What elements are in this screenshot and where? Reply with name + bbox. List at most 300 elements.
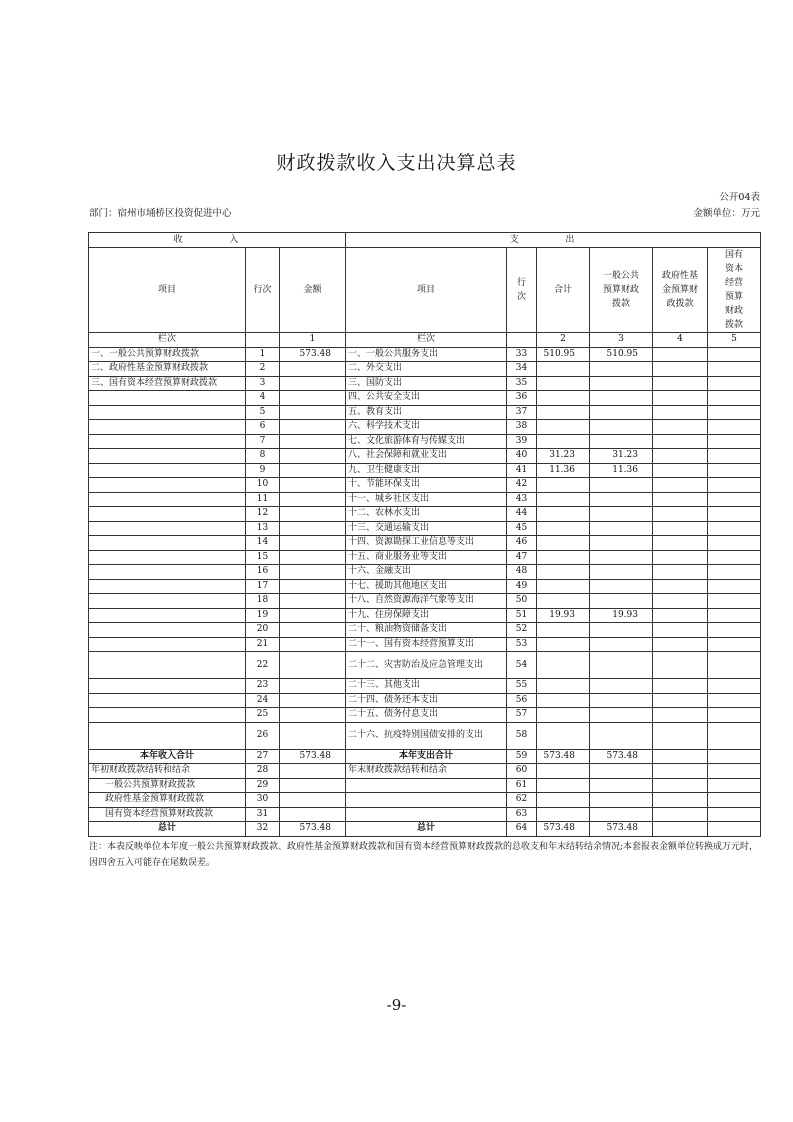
table-row [89, 807, 761, 822]
expense-total [537, 594, 590, 609]
expense-gov-fund [653, 764, 708, 779]
expense-state-capital [708, 434, 761, 449]
expense-state-capital [708, 420, 761, 435]
expense-gov-fund [653, 536, 708, 551]
expense-general-budget [590, 565, 653, 580]
table-row [89, 347, 761, 362]
expense-item: 十三、交通运输支出 [346, 521, 507, 536]
header-gov-fund: 政府性基金预算财政拨款 [653, 248, 708, 333]
expense-line-no: 49 [507, 579, 537, 594]
table-row [89, 550, 761, 565]
income-line-no: 22 [246, 652, 280, 679]
expense-gov-fund [653, 708, 708, 723]
expense-item: 总计 [346, 822, 507, 837]
expense-line-no: 53 [507, 637, 537, 652]
income-item [89, 550, 246, 565]
expense-general-budget: 573.48 [590, 749, 653, 764]
income-amount [280, 434, 346, 449]
expense-general-budget [590, 579, 653, 594]
income-item [89, 449, 246, 464]
expense-item [346, 778, 507, 793]
expense-total [537, 693, 590, 708]
expense-total [537, 420, 590, 435]
income-item [89, 652, 246, 679]
expense-state-capital [708, 478, 761, 493]
income-amount: 573.48 [280, 347, 346, 362]
expense-total [537, 793, 590, 808]
expense-state-capital [708, 347, 761, 362]
expense-general-budget [590, 536, 653, 551]
income-item: 二、政府性基金预算财政拨款 [89, 362, 246, 377]
income-item: 一、一般公共预算财政拨款 [89, 347, 246, 362]
expense-state-capital [708, 637, 761, 652]
header-state-capital: 国有资本经营预算财政拨款 [708, 248, 761, 333]
expense-item: 十二、农林水支出 [346, 507, 507, 522]
income-item [89, 521, 246, 536]
expense-gov-fund [653, 608, 708, 623]
income-item [89, 608, 246, 623]
income-amount [280, 608, 346, 623]
income-amount [280, 708, 346, 723]
table-row [89, 463, 761, 478]
expense-gov-fund [653, 822, 708, 837]
expense-general-budget: 31.23 [590, 449, 653, 464]
income-amount [280, 693, 346, 708]
department-label: 部门：宿州市埇桥区投资促进中心 [89, 208, 232, 219]
income-amount [280, 536, 346, 551]
income-amount [280, 565, 346, 580]
expense-total: 11.36 [537, 463, 590, 478]
expense-item: 二十、粮油物资储备支出 [346, 623, 507, 638]
income-item [89, 478, 246, 493]
expense-line-no: 54 [507, 652, 537, 679]
income-line-no: 6 [246, 420, 280, 435]
expense-line-no: 58 [507, 722, 537, 749]
income-amount [280, 793, 346, 808]
table-row [89, 778, 761, 793]
expense-general-budget [590, 434, 653, 449]
expense-gov-fund [653, 376, 708, 391]
expense-general-budget [590, 708, 653, 723]
report-title: 财政拨款收入支出决算总表 [276, 152, 517, 174]
expense-gov-fund [653, 793, 708, 808]
expense-gov-fund [653, 579, 708, 594]
income-line-no: 21 [246, 637, 280, 652]
expense-general-budget [590, 521, 653, 536]
income-line-no: 18 [246, 594, 280, 609]
col-index-5: 5 [708, 333, 761, 348]
income-line-no: 28 [246, 764, 280, 779]
income-section-header: 收 入 [89, 233, 346, 248]
income-item [89, 594, 246, 609]
expense-item: 十、节能环保支出 [346, 478, 507, 493]
income-item [89, 708, 246, 723]
expense-line-no: 44 [507, 507, 537, 522]
expense-total [537, 708, 590, 723]
expense-general-budget: 510.95 [590, 347, 653, 362]
income-line-no: 4 [246, 391, 280, 406]
expense-general-budget [590, 693, 653, 708]
expense-line-no: 45 [507, 521, 537, 536]
expense-gov-fund [653, 778, 708, 793]
table-row [89, 608, 761, 623]
expense-state-capital [708, 722, 761, 749]
expense-total [537, 778, 590, 793]
table-row [89, 434, 761, 449]
expense-general-budget [590, 362, 653, 377]
table-row [89, 420, 761, 435]
expense-state-capital [708, 594, 761, 609]
income-amount [280, 405, 346, 420]
expense-total: 31.23 [537, 449, 590, 464]
income-amount [280, 376, 346, 391]
income-amount [280, 463, 346, 478]
income-amount [280, 807, 346, 822]
expense-general-budget: 19.93 [590, 608, 653, 623]
expense-general-budget [590, 492, 653, 507]
expense-item: 二十五、债务付息支出 [346, 708, 507, 723]
table-row [89, 793, 761, 808]
unit-label: 金额单位：万元 [693, 208, 760, 219]
income-item: 本年收入合计 [89, 749, 246, 764]
expense-item: 二、外交支出 [346, 362, 507, 377]
income-item [89, 565, 246, 580]
income-amount [280, 391, 346, 406]
expense-state-capital [708, 405, 761, 420]
income-amount [280, 478, 346, 493]
income-item: 三、国有资本经营预算财政拨款 [89, 376, 246, 391]
income-item [89, 722, 246, 749]
header-expense-item: 项目 [346, 248, 507, 333]
expense-line-no: 55 [507, 679, 537, 694]
income-amount [280, 637, 346, 652]
expense-line-no: 35 [507, 376, 537, 391]
expense-item: 十八、自然资源海洋气象等支出 [346, 594, 507, 609]
income-amount [280, 623, 346, 638]
expense-total [537, 652, 590, 679]
expense-state-capital [708, 507, 761, 522]
table-row [89, 722, 761, 749]
expense-gov-fund [653, 652, 708, 679]
header-expense-line: 行次 [507, 248, 537, 333]
expense-item: 八、社会保障和就业支出 [346, 449, 507, 464]
header-total: 合计 [537, 248, 590, 333]
expense-state-capital [708, 764, 761, 779]
expense-item: 十四、资源勘探工业信息等支出 [346, 536, 507, 551]
expense-general-budget: 11.36 [590, 463, 653, 478]
income-amount [280, 420, 346, 435]
table-row [89, 579, 761, 594]
expense-total [537, 521, 590, 536]
income-amount [280, 521, 346, 536]
expense-item: 十九、住房保障支出 [346, 608, 507, 623]
income-amount [280, 507, 346, 522]
expense-line-no: 43 [507, 492, 537, 507]
income-line-no: 31 [246, 807, 280, 822]
expense-general-budget [590, 405, 653, 420]
expense-total [537, 565, 590, 580]
income-line-no: 12 [246, 507, 280, 522]
expense-total [537, 376, 590, 391]
income-line-no: 7 [246, 434, 280, 449]
expense-general-budget [590, 793, 653, 808]
income-item [89, 405, 246, 420]
expense-item [346, 807, 507, 822]
expense-total [537, 362, 590, 377]
expense-total [537, 623, 590, 638]
expense-item: 十五、商业服务业等支出 [346, 550, 507, 565]
expense-gov-fund [653, 449, 708, 464]
expense-item: 七、文化旅游体育与传媒支出 [346, 434, 507, 449]
expense-state-capital [708, 778, 761, 793]
expense-state-capital [708, 749, 761, 764]
expense-gov-fund [653, 420, 708, 435]
expense-total [537, 536, 590, 551]
expense-general-budget [590, 478, 653, 493]
col-index-exp-label: 栏次 [346, 333, 507, 348]
table-row [89, 492, 761, 507]
expense-gov-fund [653, 521, 708, 536]
income-line-no: 15 [246, 550, 280, 565]
income-line-no: 11 [246, 492, 280, 507]
expense-total [537, 579, 590, 594]
expense-total [537, 507, 590, 522]
income-item [89, 623, 246, 638]
expense-item: 年末财政拨款结转和结余 [346, 764, 507, 779]
table-row [89, 652, 761, 679]
expense-line-no: 40 [507, 449, 537, 464]
income-item: 政府性基金预算财政拨款 [89, 793, 246, 808]
expense-section-header: 支 出 [346, 233, 761, 248]
footnote: 注：本表反映单位本年度一般公共预算财政拨款、政府性基金预算财政拨款和国有资本经营预算财政拨款的总收支和年末结转结余情况;本套报表金额单位转换成万元时，因四舍五入可能存在尾数误差。 [89, 842, 759, 868]
expense-item: 二十二、灾害防治及应急管理支出 [346, 652, 507, 679]
expense-line-no: 62 [507, 793, 537, 808]
expense-gov-fund [653, 463, 708, 478]
expense-general-budget [590, 652, 653, 679]
income-amount [280, 492, 346, 507]
expense-state-capital [708, 652, 761, 679]
income-line-no: 5 [246, 405, 280, 420]
header-income-amount: 金额 [280, 248, 346, 333]
expense-line-no: 59 [507, 749, 537, 764]
expense-state-capital [708, 822, 761, 837]
expense-total [537, 434, 590, 449]
expense-gov-fund [653, 693, 708, 708]
income-line-no: 1 [246, 347, 280, 362]
income-item: 国有资本经营预算财政拨款 [89, 807, 246, 822]
expense-total: 19.93 [537, 608, 590, 623]
header-general-budget: 一般公共预算财政拨款 [590, 248, 653, 333]
expense-line-no: 57 [507, 708, 537, 723]
income-amount [280, 550, 346, 565]
expense-state-capital [708, 708, 761, 723]
expense-state-capital [708, 362, 761, 377]
income-item: 总计 [89, 822, 246, 837]
page-number: -9- [386, 996, 407, 1014]
expense-state-capital [708, 807, 761, 822]
expense-total [537, 679, 590, 694]
expense-gov-fund [653, 679, 708, 694]
expense-general-budget [590, 807, 653, 822]
income-line-no: 17 [246, 579, 280, 594]
expense-gov-fund [653, 362, 708, 377]
income-line-no: 2 [246, 362, 280, 377]
expense-line-no: 33 [507, 347, 537, 362]
income-amount [280, 579, 346, 594]
table-row [89, 391, 761, 406]
income-item [89, 434, 246, 449]
expense-gov-fund [653, 391, 708, 406]
table-row [89, 449, 761, 464]
income-amount [280, 652, 346, 679]
expense-item: 十六、金融支出 [346, 565, 507, 580]
expense-total [537, 764, 590, 779]
expense-gov-fund [653, 550, 708, 565]
table-row [89, 362, 761, 377]
expense-item: 二十三、其他支出 [346, 679, 507, 694]
table-row [89, 507, 761, 522]
income-item: 一般公共预算财政拨款 [89, 778, 246, 793]
expense-gov-fund [653, 434, 708, 449]
expense-line-no: 50 [507, 594, 537, 609]
table-row [89, 565, 761, 580]
income-amount: 573.48 [280, 822, 346, 837]
expense-total [537, 550, 590, 565]
expense-line-no: 51 [507, 608, 537, 623]
expense-total [537, 478, 590, 493]
income-line-no: 26 [246, 722, 280, 749]
table-row [89, 749, 761, 764]
expense-general-budget [590, 637, 653, 652]
expense-item: 九、卫生健康支出 [346, 463, 507, 478]
expense-line-no: 60 [507, 764, 537, 779]
expense-gov-fund [653, 565, 708, 580]
expense-general-budget [590, 722, 653, 749]
table-row [89, 637, 761, 652]
expense-total [537, 492, 590, 507]
income-line-no: 23 [246, 679, 280, 694]
expense-line-no: 63 [507, 807, 537, 822]
income-line-no: 29 [246, 778, 280, 793]
expense-item: 二十四、债务还本支出 [346, 693, 507, 708]
col-index-3: 3 [590, 333, 653, 348]
col-index-4: 4 [653, 333, 708, 348]
expense-state-capital [708, 693, 761, 708]
income-amount: 573.48 [280, 749, 346, 764]
expense-gov-fund [653, 478, 708, 493]
income-item [89, 679, 246, 694]
expense-gov-fund [653, 722, 708, 749]
expense-state-capital [708, 463, 761, 478]
expense-line-no: 34 [507, 362, 537, 377]
table-row [89, 376, 761, 391]
income-line-no: 30 [246, 793, 280, 808]
income-line-no: 24 [246, 693, 280, 708]
expense-item: 五、教育支出 [346, 405, 507, 420]
expense-state-capital [708, 608, 761, 623]
table-row [89, 521, 761, 536]
expense-total: 573.48 [537, 749, 590, 764]
expense-gov-fund [653, 405, 708, 420]
expense-line-no: 47 [507, 550, 537, 565]
table-row [89, 623, 761, 638]
expense-line-no: 52 [507, 623, 537, 638]
expense-item: 十七、援助其他地区支出 [346, 579, 507, 594]
expense-state-capital [708, 793, 761, 808]
expense-general-budget [590, 764, 653, 779]
income-amount [280, 722, 346, 749]
expense-total: 573.48 [537, 822, 590, 837]
expense-item: 四、公共安全支出 [346, 391, 507, 406]
expense-state-capital [708, 492, 761, 507]
expense-item: 三、国防支出 [346, 376, 507, 391]
income-amount [280, 594, 346, 609]
expense-item [346, 793, 507, 808]
expense-gov-fund [653, 347, 708, 362]
table-row [89, 693, 761, 708]
income-item: 年初财政拨款结转和结余 [89, 764, 246, 779]
income-line-no: 27 [246, 749, 280, 764]
income-line-no: 9 [246, 463, 280, 478]
table-row [89, 405, 761, 420]
income-item [89, 637, 246, 652]
expense-gov-fund [653, 594, 708, 609]
table-row [89, 536, 761, 551]
income-amount [280, 679, 346, 694]
income-line-no: 25 [246, 708, 280, 723]
table-row [89, 594, 761, 609]
expense-gov-fund [653, 749, 708, 764]
income-line-no: 13 [246, 521, 280, 536]
expense-item: 一、一般公共服务支出 [346, 347, 507, 362]
table-row [89, 822, 761, 837]
income-amount [280, 764, 346, 779]
expense-gov-fund [653, 623, 708, 638]
expense-total [537, 807, 590, 822]
expense-state-capital [708, 376, 761, 391]
expense-general-budget [590, 376, 653, 391]
income-item [89, 391, 246, 406]
expense-general-budget [590, 550, 653, 565]
income-line-no: 16 [246, 565, 280, 580]
expense-state-capital [708, 679, 761, 694]
expense-general-budget [590, 391, 653, 406]
expense-general-budget [590, 778, 653, 793]
expense-general-budget [590, 623, 653, 638]
income-line-no: 8 [246, 449, 280, 464]
expense-gov-fund [653, 492, 708, 507]
income-line-no: 19 [246, 608, 280, 623]
expense-state-capital [708, 550, 761, 565]
expense-state-capital [708, 391, 761, 406]
expense-line-no: 37 [507, 405, 537, 420]
income-item [89, 420, 246, 435]
income-line-no: 20 [246, 623, 280, 638]
expense-line-no: 56 [507, 693, 537, 708]
income-item [89, 579, 246, 594]
expense-state-capital [708, 449, 761, 464]
expense-line-no: 39 [507, 434, 537, 449]
income-amount [280, 778, 346, 793]
expense-line-no: 61 [507, 778, 537, 793]
income-amount [280, 362, 346, 377]
form-code: 公开04表 [719, 192, 760, 203]
col-index-blank [246, 333, 280, 348]
header-income-item: 项目 [89, 248, 246, 333]
income-item [89, 492, 246, 507]
expense-line-no: 38 [507, 420, 537, 435]
expense-line-no: 36 [507, 391, 537, 406]
